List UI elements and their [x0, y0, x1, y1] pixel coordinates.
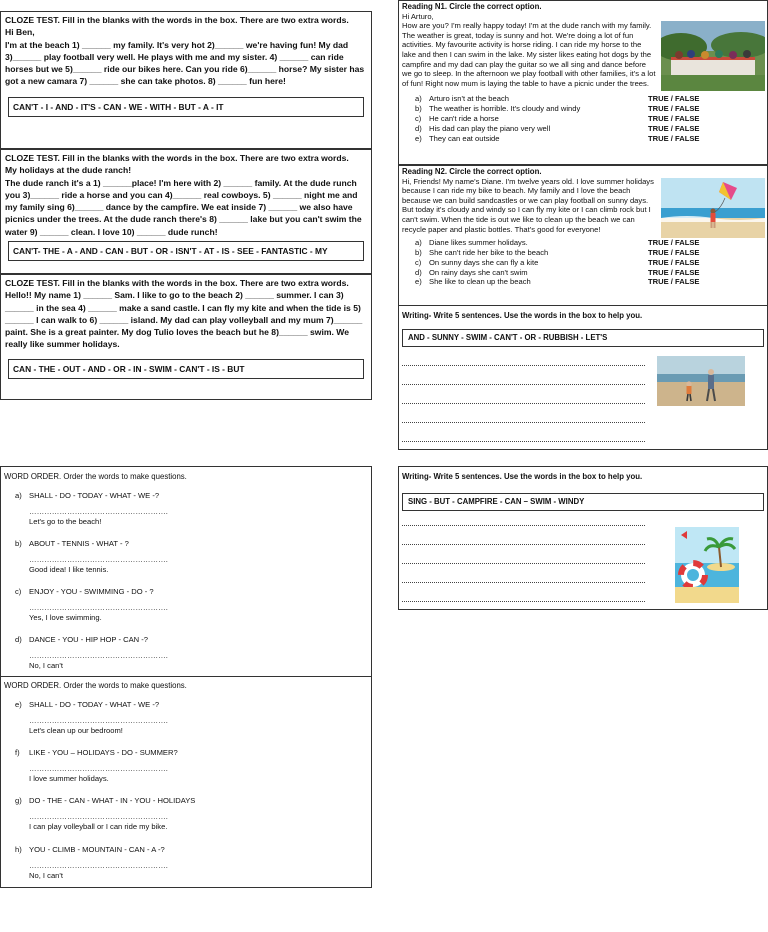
- reading-1-greeting: Hi Arturo,: [402, 11, 434, 21]
- cloze-test-3: [0, 274, 372, 400]
- list-item: a) Diane likes summer holidays. TRUE / FALSE: [415, 238, 700, 248]
- true-false-option[interactable]: TRUE / FALSE: [648, 104, 700, 114]
- writing-line[interactable]: [402, 441, 645, 442]
- writing-1-title: Writing- Write 5 sentences. Use the words in the box to help you.: [402, 311, 643, 320]
- answer-line[interactable]: ……………………………………………….: [29, 764, 168, 773]
- reading-1-text: How are you? I'm really happy today! I'm at the dude ranch with my family. The weather is great, today is sunny and hot. We're doing a lot of fun activities. My favourite activity is horse riding. I can ride my horse to the lake and then I can swim in the lake. My sister likes eating hot dogs by the campfire and my dad can play the guitar so we all sing and dance before we go to sleep. In the afternoon we play football with other families, it's a lot of fun! Right now mum is laying the table to have a picnic under the trees.: [402, 21, 656, 88]
- reading-2-title: Reading N2. Circle the correct option.: [402, 167, 542, 176]
- writing-line[interactable]: [402, 563, 645, 564]
- true-false-option[interactable]: TRUE / FALSE: [648, 94, 700, 104]
- word-order-2: WORD ORDER. Order the words to make questions. e) SHALL - DO - TODAY - WHAT - WE -? ………………………………………………. Let's clean up our bedroom! f) LIKE - YOU – HOLIDAYS - DO - SUMMER? ………………………………………………. I love summer holidays. g) DO - THE - CAN - WHAT - IN - YOU - HOLIDAYS ………………………………………………. I can play volleyball or I can ride my bike. h) YOU - CLIMB - MOUNTAIN - CAN - A -? ………………………………………………. No, I can't: [0, 677, 372, 888]
- list-item: e) She like to clean up the beach TRUE / FALSE: [415, 277, 700, 287]
- cloze-test-1: [0, 11, 372, 149]
- cloze-2-body: The dude ranch it's a 1) ______place! I'm here with 2) ______ family. At the dude runch you 3)______ ride a horse and you can 4)______ real cowboys. 5) ______ night me and my family sing 6)______ dance by the campfire. We eat inside 7) ______ we also have picnics under the trees. At the dude ranch there's 8) ______ lake but you can't swim the water 9) ______ clean. I love 10) ______ dude runch!: [5, 177, 362, 237]
- writing-line[interactable]: [402, 582, 645, 583]
- answer-line[interactable]: ……………………………………………….: [29, 603, 168, 612]
- writing-line[interactable]: [402, 365, 645, 366]
- writing-line[interactable]: [402, 525, 645, 526]
- writing-2-word-box: SING - BUT - CAMPFIRE - CAN – SWIM - WINDY: [402, 493, 764, 511]
- list-item: c) On sunny days she can fly a kite TRUE / FALSE: [415, 257, 700, 267]
- writing-line[interactable]: [402, 422, 645, 423]
- reading-1-questions: [402, 94, 764, 143]
- answer-line[interactable]: ……………………………………………….: [29, 555, 168, 564]
- writing-line[interactable]: [402, 403, 645, 404]
- list-item: b) The weather is horrible. It's cloudy and windy TRUE / FALSE: [415, 104, 700, 114]
- picnic-photo: [661, 21, 765, 91]
- answer-line[interactable]: ……………………………………………….: [29, 861, 168, 870]
- lifebuoy-island-image: [671, 523, 743, 607]
- true-false-option[interactable]: TRUE / FALSE: [648, 113, 700, 123]
- reading-2: [398, 165, 768, 306]
- writing-2-title: Writing- Write 5 sentences. Use the words in the box to help you.: [402, 472, 643, 481]
- list-item: d) On rainy days she can't swim TRUE / FALSE: [415, 267, 700, 277]
- word-order-2-title: WORD ORDER. Order the words to make questions.: [4, 681, 187, 690]
- answer-line[interactable]: ……………………………………………….: [29, 651, 168, 660]
- true-false-option[interactable]: TRUE / FALSE: [648, 238, 700, 248]
- cloze-3-title: CLOZE TEST. Fill in the blanks with the words in the box. There are two extra words.: [5, 278, 349, 288]
- kite-beach-photo: [661, 178, 765, 238]
- writing-line[interactable]: [402, 384, 645, 385]
- cloze-3-body: Hello!! My name 1) ______ Sam. I like to go to the beach 2) ______ summer. I can 3) ______ in the sea 4) ______ make a sand castle. I can fly my kite and when the tide is 5) ______ I can walk to 6) ______ island. My dad can play volleyball and my mum 7)______ paint. She is a great painter. My dog Tulio loves the beach but he 8)______ swim. We really like summer holidays.: [5, 290, 363, 350]
- answer-line[interactable]: ……………………………………………….: [29, 716, 168, 725]
- cloze-test-2: [0, 149, 372, 274]
- list-item: e) They can eat outside TRUE / FALSE: [415, 133, 700, 143]
- word-order-1: WORD ORDER. Order the words to make questions. a) SHALL - DO - TODAY - WHAT - WE -? ………………………………………………. Let's go to the beach! b) ABOUT - TENNIS - WHAT - ? ………………………………………………. Good idea! I like tennis. c) ENJOY - YOU - SWIMMING - DO - ? ………………………………………………. Yes, I love swimming. d) DANCE - YOU - HIP HOP - CAN -? ………………………………………………. No, I can't: [0, 466, 372, 677]
- reading-2-text: Hi, Friends! My name's Diane. I'm twelve years old. I love summer holidays because I can ride my bike to beach. My family and I love the beach because we can build sandcastles or we can play football on sunny days. But today it's cloudy and windy so I can fly my kite or I can climb rock but I can't swim. When the tide is out we like to clean up the beach we can recycle paper and plastic bottles. That's good for everyone!: [402, 176, 654, 234]
- answer-line[interactable]: ……………………………………………….: [29, 812, 168, 821]
- reading-2-questions: [402, 238, 764, 287]
- cloze-2-title: CLOZE TEST. Fill in the blanks with the words in the box. There are two extra words.: [5, 153, 349, 163]
- list-item: c) He can't ride a horse TRUE / FALSE: [415, 113, 700, 123]
- word-order-1-title: WORD ORDER. Order the words to make questions.: [4, 472, 187, 481]
- answer-line[interactable]: ……………………………………………….: [29, 507, 168, 516]
- writing-line[interactable]: [402, 601, 645, 602]
- true-false-option[interactable]: TRUE / FALSE: [648, 277, 700, 287]
- true-false-option[interactable]: TRUE / FALSE: [648, 123, 700, 133]
- cloze-2-word-box: CAN'T- THE - A - AND - CAN - BUT - OR - ISN'T - AT - IS - SEE - FANTASTIC - MY: [8, 241, 364, 261]
- grandparent-beach-photo: [657, 356, 745, 406]
- cloze-3-word-box: CAN - THE - OUT - AND - OR - IN - SWIM - CAN'T - IS - BUT: [8, 359, 364, 379]
- reading-1: [398, 0, 768, 165]
- true-false-option[interactable]: TRUE / FALSE: [648, 257, 700, 267]
- writing-1: [398, 306, 768, 450]
- reading-1-title: Reading N1. Circle the correct option.: [402, 2, 542, 11]
- writing-line[interactable]: [402, 544, 645, 545]
- list-item: d) His dad can play the piano very well TRUE / FALSE: [415, 123, 700, 133]
- cloze-1-body: I'm at the beach 1) ______ my family. It's very hot 2)______ we're having fun! My dad 3)______ play football very well. He plays with me and my sister. 4) ______ can ride horses but we 5)______ ride our bikes here. Can you ride 6)______ horse? My sister has got a new camara 7) ______ she can take photos. 8) ______ fun here!: [5, 39, 365, 87]
- list-item: b) She can't ride her bike to the beach TRUE / FALSE: [415, 247, 700, 257]
- cloze-2-heading: My holidays at the dude ranch!: [5, 165, 132, 176]
- cloze-1-title: CLOZE TEST. Fill in the blanks with the words in the box. There are two extra words.: [5, 15, 349, 25]
- true-false-option[interactable]: TRUE / FALSE: [648, 247, 700, 257]
- true-false-option[interactable]: TRUE / FALSE: [648, 133, 700, 143]
- writing-1-word-box: AND - SUNNY - SWIM - CAN'T - OR - RUBBISH - LET'S: [402, 329, 764, 347]
- writing-2: [398, 466, 768, 610]
- true-false-option[interactable]: TRUE / FALSE: [648, 267, 700, 277]
- cloze-1-greeting: Hi Ben,: [5, 27, 35, 38]
- list-item: a) Arturo isn't at the beach TRUE / FALSE: [415, 94, 700, 104]
- cloze-1-word-box: CAN'T - I - AND - IT'S - CAN - WE - WITH - BUT - A - IT: [8, 97, 364, 117]
